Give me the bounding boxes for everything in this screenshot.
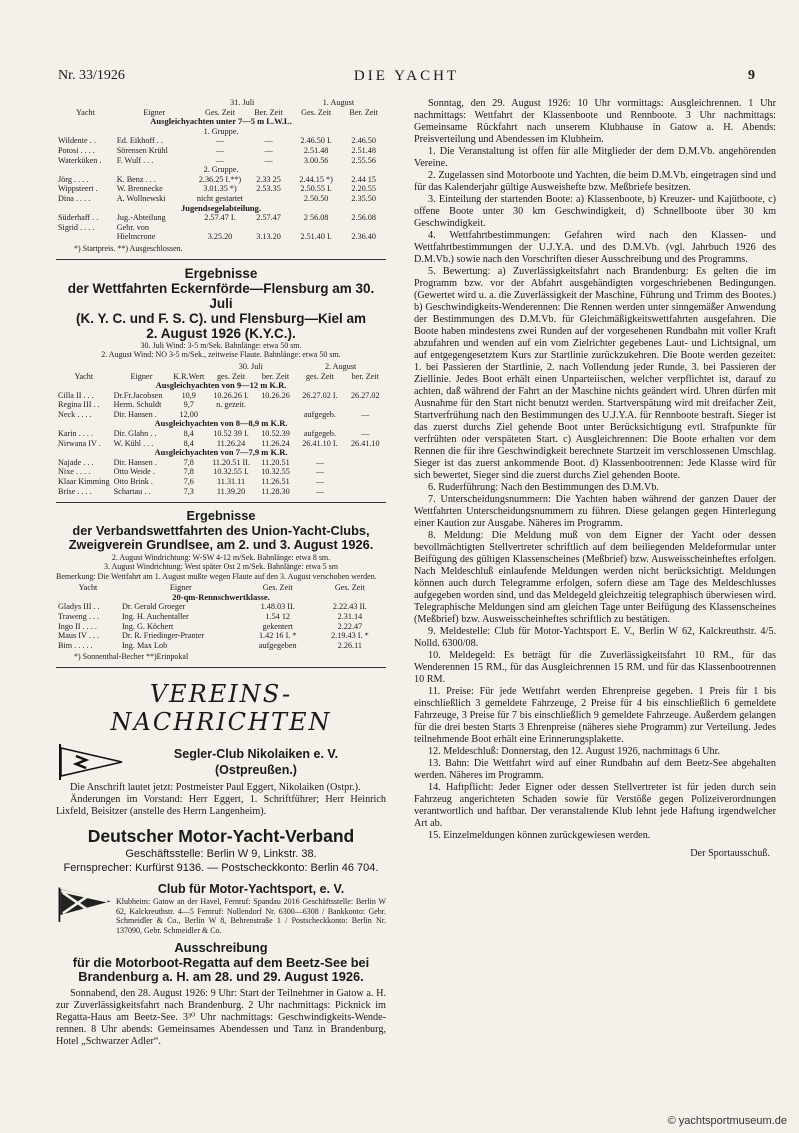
table3-footnote: *) Sonnenthal-Becher **)Erinpokal — [74, 652, 189, 662]
club1-header — [56, 742, 386, 782]
table-cell: 1.48.03 II. — [260, 602, 295, 612]
table-row — [56, 622, 386, 632]
table-cell: Bim . . . . . — [58, 640, 93, 650]
results2-wind1: 30. Juli Wind: 3-5 m/Sek. Bahnlänge: etwa 50 sm. — [140, 340, 302, 350]
table-row — [56, 410, 386, 420]
table3-col-gz2: Ges. Zeit — [334, 583, 365, 593]
table-cell: F. Wulf . . . — [116, 155, 154, 165]
table3-col-gz1: Ges. Zeit — [262, 583, 293, 593]
rule-paragraph: 3. Einteilung der startenden Boote: a) Klassenboote, b) Kreuzer- und Kajütboote, c) offene Boote unter 30 km Geschwindigkeit, d) Schnellboote über 30 km Geschwindigkeit. — [414, 194, 776, 229]
table-cell: — — [315, 467, 325, 477]
table-cell: Karin . . . . — [58, 429, 94, 439]
table-cell: Ed. Eikhoff . . — [116, 136, 163, 146]
table-cell — [345, 458, 386, 468]
table2-class1: Ausgleichyachten von 9—12 m K.R. — [155, 381, 287, 391]
table-cell: aufgegeb. — [303, 429, 336, 439]
table-cell: Klaar Kimming — [58, 477, 110, 487]
table-cell: 11.20.51 II. — [212, 457, 250, 467]
table2-date1: 30. Juli — [238, 361, 263, 371]
table-cell: — — [315, 457, 325, 467]
results-table-2 — [56, 362, 386, 496]
table-cell: Dr.Fr.Jacobsen — [113, 390, 163, 400]
table-row — [56, 184, 386, 194]
dmyv-phone: Fernsprecher: Kurfürst 9136. — Postscheckkonto: Berlin 46 704. — [63, 862, 379, 875]
table2-col-bz2: ber. Zeit — [351, 371, 379, 381]
table2-col-yacht: Yacht — [74, 371, 94, 381]
rule-paragraph: 12. Meldeschluß: Donnerstag, den 12. August 1926, nachmittags 6 Uhr. — [428, 746, 721, 757]
announcement-rules — [414, 98, 776, 842]
table-row — [56, 175, 386, 185]
table-cell: 10.32.55 I. — [213, 467, 249, 477]
table2-date2: 2. August — [324, 361, 357, 371]
rule-paragraph: 6. Ruderführung: Nach den Bestimmungen des D.M.Vb. — [428, 482, 659, 493]
table-cell: — — [215, 155, 225, 165]
rule-paragraph: 1. Die Veranstaltung ist offen für alle Mitglieder der dem D.M.Vb. angehörenden Vereine. — [414, 146, 776, 169]
table-cell: 2.46.50 I. — [300, 136, 332, 146]
results-table-3 — [56, 583, 386, 650]
table-row — [56, 467, 386, 477]
table1-col-bz1: Ber. Zeit — [254, 107, 283, 117]
table-cell: 2.44.15 *) — [299, 174, 333, 184]
table-cell: Dr. Gerald Groeger — [121, 602, 186, 612]
results3-title-line: der Verbandswettfahrten des Union-Yacht-Clubs, — [72, 522, 370, 538]
table-cell: — — [215, 136, 225, 146]
table-cell: 26.27.02 — [350, 390, 380, 400]
table1-col-owner: Eigner — [143, 107, 166, 117]
table2-class3: Ausgleichyachten von 7—7,9 m K.R. — [154, 448, 288, 458]
table-cell: 7,6 — [183, 477, 194, 487]
table1-footnote: *) Startpreis. **) Ausgeschlossen. — [74, 243, 183, 253]
magazine-title: DIE YACHT — [353, 68, 460, 84]
announcement-line: Brandenburg a. H. am 28. und 29. August 1926. — [78, 969, 364, 985]
table-cell — [345, 477, 386, 487]
table-row — [56, 156, 386, 166]
club1-region: (Ostpreußen.) — [215, 763, 297, 778]
table-cell: Wildente . . — [58, 136, 96, 146]
table-cell: nicht gestartet — [196, 193, 244, 203]
table-cell: Ing. H. Auchentaller — [121, 612, 189, 621]
table-cell: Hielmcrone — [116, 232, 156, 242]
table-cell — [291, 223, 342, 233]
table-row — [56, 458, 386, 468]
club2-name: Club für Motor-Yachtsport, e. V. — [157, 882, 345, 897]
table-cell: Gebr. von — [116, 222, 149, 232]
right-column — [414, 98, 776, 859]
table-cell — [194, 223, 247, 233]
results3-title-line: Zweigverein Grundlsee, am 2. und 3. August 1926. — [68, 537, 374, 553]
signature: Der Sportausschuß. — [690, 848, 770, 859]
table-cell: 26.41.10 I. — [302, 438, 338, 448]
table-cell: 2.46.50 — [351, 136, 376, 146]
table-cell — [345, 487, 386, 497]
table-cell: Nirwana IV . — [58, 438, 101, 448]
table-cell: Sörensen Krühl — [116, 145, 168, 155]
results2-title-line: 2. August 1926 (K.Y.C.). — [146, 325, 296, 341]
results2-wind2: 2. August Wind: NO 3-5 m/Sek., zeitweise Flaute. Bahnlänge: etwa 50 sm. — [101, 350, 341, 360]
table-cell: 11.39.20 — [216, 486, 246, 496]
club2-header — [56, 881, 386, 935]
table-cell: 2.50.55 I. — [300, 184, 332, 194]
table-cell: Dr. R. Friedinger-Pranter — [121, 631, 205, 641]
table2-col-bz1: ber. Zeit — [261, 371, 290, 381]
table-cell: 2.35.50 — [351, 193, 376, 203]
table-cell: — — [361, 429, 370, 439]
table1-group2: 2. Gruppe. — [203, 165, 239, 175]
table2-col-gz2: ges. Zeit — [305, 371, 335, 381]
table-cell: 2.51.48 — [303, 145, 329, 155]
table-cell: 26.41.10 — [350, 438, 380, 448]
table-cell — [56, 232, 115, 242]
table-cell: 8,4 — [183, 429, 194, 439]
club1-address: Die Anschrift lautet jetzt: Postmeister Paul Eggert, Nikolaiken (Ostpr.). — [70, 782, 361, 794]
table-cell: 11.26.51 — [261, 477, 290, 487]
table-cell: 2.51.40 I. — [300, 232, 332, 242]
table-cell: 10.52 39 I. — [213, 429, 249, 439]
club1-board: Änderungen im Vorstand: Herr Eggert, 1. Schriftführer; Herr Heinrich Lixfeld, Beisitzer (anstelle des Herrn Langenheim). — [56, 794, 386, 818]
table-cell: 3.01.35 *) — [203, 184, 237, 194]
table3-class1: 20-qm-Rennschwertklasse. — [172, 592, 270, 602]
results2-title-line: (K. Y. C. und F. S. C). und Flensburg—Kiel am — [75, 310, 367, 326]
table-cell: Cilla II . . . — [58, 390, 94, 400]
rule-paragraph: 4. Wettfahrtbestimmungen: Gefahren wird nach den Klassen- und Wettfahrtbestimmungen der U.J.Y.A. und des D.M.Vb. (vgl. Jahrbuch 1926 des D.M.Vb.) sowie nach den Vorschriften dieser Ausschreibung und des Programms. — [414, 230, 776, 265]
rule-paragraph: 9. Meldestelle: Club für Motor-Yachtsport E. V., Berlin W 62, Kalckreuthstr. 4/5. Nolld. 6300/08. — [414, 626, 776, 649]
table2-class2-rows — [56, 429, 386, 448]
dmyv-title: Deutscher Motor-Yacht-Verband — [87, 826, 355, 847]
table3-col-yacht: Yacht — [78, 583, 98, 593]
table-row — [56, 631, 386, 641]
results3-wind2: 3. August Windrichtung: West später Ost 2 m/Sek. Bahnlänge: etwa 5 sm — [103, 562, 339, 572]
table-cell: — — [315, 486, 325, 496]
table1-youth: Jugendsegelabteilung. — [180, 203, 262, 213]
table-cell — [246, 223, 291, 233]
table-cell: Herm. Schuldt — [113, 400, 162, 410]
table-cell — [206, 410, 255, 420]
table-cell: 2 56.08 — [303, 213, 329, 223]
table1-group2-rows — [56, 175, 386, 204]
table-row — [56, 400, 386, 410]
left-column — [56, 98, 386, 1048]
table-cell: 2.50.50 — [303, 193, 329, 203]
announcement-line: für die Motorboot-Regatta auf dem Beetz-See bei — [72, 954, 370, 970]
table-row — [56, 612, 386, 622]
table-cell: 11.20.51 — [261, 457, 290, 467]
table-cell: Dir. Hansen . — [113, 457, 157, 467]
table-cell: Ingo II . . . . — [58, 621, 97, 631]
club2-text — [116, 881, 386, 935]
results-table-1 — [56, 98, 386, 242]
table-cell: 26.27.02 I. — [302, 390, 338, 400]
results3-wind1: 2. August Windrichtung: W-SW 4-12 m/Sek. Bahnlänge: etwa 8 sm. — [111, 552, 331, 562]
table1-youth-rows — [56, 213, 386, 242]
table-cell: 2.33 25 — [256, 174, 281, 184]
table3-rows — [56, 602, 386, 650]
table-cell: Schartau . . — [113, 486, 151, 496]
table-cell: Maus IV . . . — [58, 631, 100, 641]
table-row — [56, 146, 386, 156]
saturday-program: Sonnabend, den 28. August 1926: 9 Uhr: Start der Teilnehmer in Gatow a. H. zur Zuverlässigkeitsfahrt nach Brandenburg. 2 Uhr nachmittags: Picknick im Regatta-Haus am Beetz-See. 3³⁰ Uhr nachmittags: Geschwindigkeits-Wende-rennen. 8 Uhr abends: Gemeinsames Abendessen und Tanz in Brandenburg, Hotel „Schwarzer Adler“. — [56, 987, 386, 1047]
table-cell: Gladys III . . — [58, 602, 100, 612]
watermark: © yachtsportmuseum.de — [667, 1115, 787, 1127]
table-cell: 2.26.11 — [337, 640, 363, 650]
table-cell: Potosi . . . . — [58, 145, 95, 155]
table1-group1: 1. Gruppe. — [203, 126, 239, 136]
table-cell: 11.28.30 — [261, 486, 290, 496]
table2-col-owner: Eigner — [130, 371, 153, 381]
table-cell: K. Benz . . . — [116, 174, 156, 184]
table-cell: 9,7 — [183, 400, 194, 410]
divider — [56, 667, 386, 668]
table-cell: 8,4 — [183, 438, 194, 448]
section-heading-vereins: VEREINS-NACHRICHTEN — [110, 680, 332, 737]
table-cell: 11.26.24 — [216, 438, 246, 448]
club1-name: Segler-Club Nikolaiken e. V. — [173, 747, 339, 762]
table-cell: Jörg . . . . — [58, 174, 89, 184]
table2-col-gz1: ges. Zeit — [216, 371, 246, 381]
table-cell: 10.52.39 — [261, 429, 290, 439]
table-cell: — — [264, 145, 273, 155]
table-cell: 10.32.55 — [261, 467, 290, 477]
table-cell: 3.13.20 — [256, 232, 281, 242]
table-cell: gekentert — [262, 621, 293, 631]
table-row — [56, 194, 386, 204]
table1-class: Ausgleichyachten unter 7—5 m L.W.L. — [150, 117, 292, 127]
table-cell: 2.22.43 II. — [332, 602, 367, 612]
table-cell: 10.26.26 — [261, 390, 290, 400]
table-cell: n. gezeit. — [216, 400, 246, 410]
table-cell — [341, 223, 386, 233]
table-cell — [256, 410, 296, 420]
table-cell — [246, 194, 291, 204]
table-row — [56, 223, 386, 233]
table-cell: Süderhaff . . — [58, 213, 99, 223]
table-cell — [345, 400, 386, 410]
table-cell: 7,3 — [183, 486, 194, 496]
table-cell: aufgegeb. — [303, 409, 336, 419]
dmyv-office: Geschäftsstelle: Berlin W 9, Linkstr. 38. — [125, 848, 317, 861]
rule-paragraph: 8. Meldung: Die Meldung muß von dem Eigner der Yacht oder dessen bevollmächtigten Stellvertreter schriftlich auf dem beiliegenden Meldeformular unter Beifügung des gültigen Klassenscheines (Meßbrief) bzw. Ausweisscheinheftes erfolgen. Nach Meldeschluß einlaufende Meldungen werden nicht berücksichtigt. Meldungen können auch durch Telegramme erfolgen, sofern diese am Tage des Meldeschlusses aufgegeben worden sind, und das Meldegeld gleichzeitig telegraphisch überwiesen wird. Telegraphische Meldungen sind am gleichen Tage unter Beifügung des Klassenscheines (Meßbrief) bzw. Ausweisscheinheftes schriftlich zu bestätigen. — [414, 530, 776, 625]
table-cell: Otto Weide . — [113, 467, 155, 477]
table-cell: 1.42 16 I. * — [258, 631, 297, 641]
table-cell: 2.31.14 — [337, 612, 363, 621]
rule-paragraph: 5. Bewertung: a) Zuverlässigkeitsfahrt nach Brandenburg: Es gelten die im Programm bzw. vor der Abfahrt ausgehändigten vorgeschriebenen Bedingungen. (Gewertet wird u. a. die Zuverlässigkeit der Maschine, Führung und Trimm des Bootes.) b) Geschwindigkeits-Wenderennen: Die Rennen werden unter sinngemäßer Anwendung der Bestimmungen des D.M.Vb. für Gleichmäßigkeitswettfahrten ausgefahren. Die Boote haben mindestens zwei Runden auf der vorgesehenen Rundbahn mit voller Kraft abzufahren und wenden auf ein vom Zielrichter gegebenes Laut- und Lichtsignal, um auf entgegengesetztem Kurs zur Startlinie zurückzukehren. Die Boote werden gezeitet: 1. bei Passieren der Startlinie, 2. nach Vollendung jeder Runde, 3. bei Passieren der Ziellinie. Jedes Boot erhält einen Unparteiischen, welcher verpflichtet ist, darauf zu achten, daß während der Fahrt an der Maschine nichts geändert wird. Uhren dürfen mit Ausnahme für den Start nicht benutzt werden. Startverspätung wird mit dreifacher Zeit, Startverfrühung nach den Bestimmungen des U.J.Y.A. für Rennboote bestraft. Sieger ist das zuerst durchs Ziel gehende Boot unter Berücksichtigung evtl. Strafpunkte für verfrühten oder verspäteten Start. c) Ausgleichrennen: Die Boote erhalten vor dem Rennen die für ihre Geschwindigkeit berechnete Startzeit im verschlossenen Umschlag. Sieger ist das zuerst ankommende Boot. d) Klassenbootrennen: Jede Klasse wird für sich bewertet, Sieger sind die zuerst durchs Ziel gehenden Boote. — [414, 266, 776, 481]
table2-class2: Ausgleichyachten von 8—8,9 m K.R. — [154, 419, 288, 429]
table2-class1-rows — [56, 391, 386, 420]
table-cell: 2.57.47 I. — [204, 213, 236, 223]
table-cell — [295, 400, 344, 410]
table-cell: 2.44 15 — [351, 174, 376, 184]
table-cell: 2.57.47 — [256, 213, 281, 223]
results3-title-line: Ergebnisse — [186, 508, 256, 524]
table-cell: Regina III . . — [58, 400, 100, 410]
table-cell: A. Wollnewski — [116, 193, 166, 203]
table-cell — [345, 467, 386, 477]
table-cell: 2.55.56 — [351, 155, 376, 165]
club1-title — [126, 746, 386, 778]
table-cell: Neck . . . . — [58, 409, 92, 419]
table-cell: Wippsteert . — [58, 184, 98, 194]
page-header — [58, 68, 755, 90]
table-row — [56, 487, 386, 497]
table-cell: Jug.-Abteilung — [116, 213, 166, 223]
table-cell: 11.31.11 — [217, 477, 246, 487]
table-cell: Najade . . . — [58, 457, 94, 467]
rule-paragraph: 7. Unterscheidungsnummern: Die Yachten haben während der ganzen Dauer der Wettfahrten Unterscheidungsnummern zu führen. Diese gelangen gegen Hinterlegung einer Kaution zur Ausgabe. Näheres im Programm. — [414, 494, 776, 529]
results2-title-line: der Wettfahrten Eckernförde—Flensburg am 30. Juli — [67, 280, 375, 311]
table-cell: 2.36.40 — [351, 232, 376, 242]
results3-heading — [56, 509, 386, 553]
issue-number: Nr. 33/1926 — [58, 68, 125, 83]
table1-col-gz2: Ges. Zeit — [301, 107, 332, 117]
table1-date2: 1. August — [322, 98, 355, 107]
table-cell: Ing. Max Lob — [121, 640, 168, 650]
announcement-heading — [56, 941, 386, 985]
table-row — [56, 429, 386, 439]
results2-heading — [56, 266, 386, 341]
table-cell: 2.22.47 — [337, 621, 363, 631]
table-cell: — — [264, 136, 273, 146]
table-cell: 7,8 — [183, 467, 194, 477]
table-cell: 2.51.48 — [351, 145, 376, 155]
table-cell — [256, 400, 296, 410]
table-cell: Dir. Hansen . — [113, 409, 157, 419]
rule-paragraph: 13. Bahn: Die Wettfahrt wird auf einer Rundbahn auf dem Beetz-See abgehalten werden. Näheres im Programm. — [414, 758, 776, 781]
table-cell: aufgegeben — [258, 640, 297, 650]
table-cell: — — [215, 145, 225, 155]
table3-col-owner: Eigner — [169, 583, 192, 593]
table-row — [56, 439, 386, 449]
table-cell: 1.54 12 — [265, 612, 290, 621]
table-cell: Ing. G. Köchert — [121, 621, 174, 631]
table1-col-gz1: Ges. Zeit — [204, 107, 235, 117]
table-cell: Waterküken . — [58, 155, 102, 165]
results3-remark: Bemerkung: Die Wettfahrt am 1. August mußte wegen Flaute auf den 3. August verschoben werden. — [56, 571, 377, 581]
table1-col-yacht: Yacht — [75, 107, 95, 117]
club2-info: Klubheim: Gatow an der Havel, Fernruf: Spandau 2016 Geschäftsstelle: Berlin W 62, Kalckreuthstr. 4—5 Fernruf: Nollendorf Nr. 6300—6308 / Bankkonto: Gebr. Schmeidler & Co., Berlin W 8, Behrenstraße 1 / Postscheckkonto: Berlin Nr. 137090, Gebr. Schmeidler & Co. — [116, 897, 386, 935]
table-cell: Sigrid . . . . — [58, 222, 95, 232]
rule-paragraph: 2. Zugelassen sind Motorboote und Yachten, die beim D.M.Vb. eingetragen sind und für das Kalenderjahr gültige Ausweishefte bzw. Meßbriefe besitzen. — [414, 170, 776, 193]
results2-title-line: Ergebnisse — [184, 265, 258, 281]
table1-col-bz2: Ber. Zeit — [349, 107, 379, 117]
burgee-flag-icon — [56, 881, 116, 925]
table-cell: Dir. Glahn . . — [113, 429, 157, 439]
announcement-title: Ausschreibung — [174, 940, 268, 956]
table-row — [56, 232, 386, 242]
rule-paragraph: 14. Haftpflicht: Jeder Eigner oder dessen Stellvertreter ist für jeden durch sein Fahrzeug angerichteten Schaden sowie für Verstöße gegen Polizeiverordnungen verantwortlich und haftbar. Der veranstaltende Klub lehnt jede Haftung irgendwelcher Art ab. — [414, 782, 776, 829]
table-cell: W. Brennecke — [116, 184, 163, 194]
table-row — [56, 602, 386, 612]
table1-date1: 31. Juli — [230, 98, 255, 107]
table-row — [56, 213, 386, 223]
table-row — [56, 391, 386, 401]
rule-paragraph: 11. Preise: Für jede Wettfahrt werden Ehrenpreise gegeben. 1 Preis für 1 bis einschließlich 3 gemeldete Fahrzeuge, 2 Preise für 4 bis einschließlich 6 gemeldete Fahrzeuge, 3 Preise für 7 bis einschließlich 9 gemeldete Fahrzeuge. Außerdem gelangen für die drei besten Starts 3 Ehrenpreise (näheres siehe Programm) zur Verteilung. Jedes teilnehmende Boot erhält eine Erinnerungsplakette. — [414, 686, 776, 745]
table2-col-krw: K.R.Wert — [173, 371, 205, 381]
table-cell: Otto Brink . — [113, 477, 153, 487]
table-cell: 10.26.26 I. — [213, 390, 249, 400]
divider — [56, 502, 386, 503]
table-cell: W. Kühl . . . — [113, 438, 154, 448]
table-row — [56, 477, 386, 487]
table-cell: 12,00 — [179, 409, 198, 419]
table-cell: Nixe . . . . — [58, 467, 91, 477]
table-cell: 2.53.35 — [256, 184, 281, 194]
table-cell: — — [264, 155, 273, 165]
table-cell: 3.25.20 — [207, 232, 233, 242]
table-cell: 10,9 — [181, 390, 196, 400]
table-cell: — — [315, 477, 325, 487]
pennant-flag-icon — [56, 742, 126, 782]
table-cell: 3.00.56 — [303, 155, 329, 165]
rule-paragraph: 10. Meldegeld: Es beträgt für die Zuverlässigkeitsfahrt 10 RM., für das Wenderennen 15 RM., für das Ausgleichrennen 15 RM. und für das Klassenbootrennen 10 RM. — [414, 650, 776, 685]
table-cell: Traweng . . . — [58, 612, 100, 621]
table-row — [56, 641, 386, 651]
table2-class3-rows — [56, 458, 386, 496]
rule-paragraph: 15. Einzelmeldungen können zurückgewiesen werden. — [428, 830, 651, 841]
table-cell: 7,8 — [183, 457, 194, 467]
divider — [56, 259, 386, 260]
table-cell: Dina . . . . — [58, 193, 91, 203]
rule-paragraph: Sonntag, den 29. August 1926: 10 Uhr vormittags: Ausgleichrennen. 1 Uhr nachmittags: Wettfahrt der Klassenboote und Rennboote. 3 Uhr nachmittags: Gemeinsame Rückfahrt nach unserem Klubhause in Gatow a. H. Abends: Preisverteilung und Abendessen im Klubheim. — [414, 98, 776, 145]
table-cell: — — [361, 409, 370, 419]
table-cell: 2.20.55 — [351, 184, 376, 194]
table-cell: 2.19.43 I. * — [331, 631, 369, 641]
table-cell: 11.26.24 — [261, 438, 290, 448]
table-cell: 2.36.25 I.**) — [198, 174, 242, 184]
table-cell: Brise . . . . — [58, 486, 92, 496]
page-number: 9 — [748, 68, 755, 83]
table-cell: 2.56.08 — [351, 213, 376, 223]
table-row — [56, 136, 386, 146]
table1-group1-rows — [56, 136, 386, 165]
